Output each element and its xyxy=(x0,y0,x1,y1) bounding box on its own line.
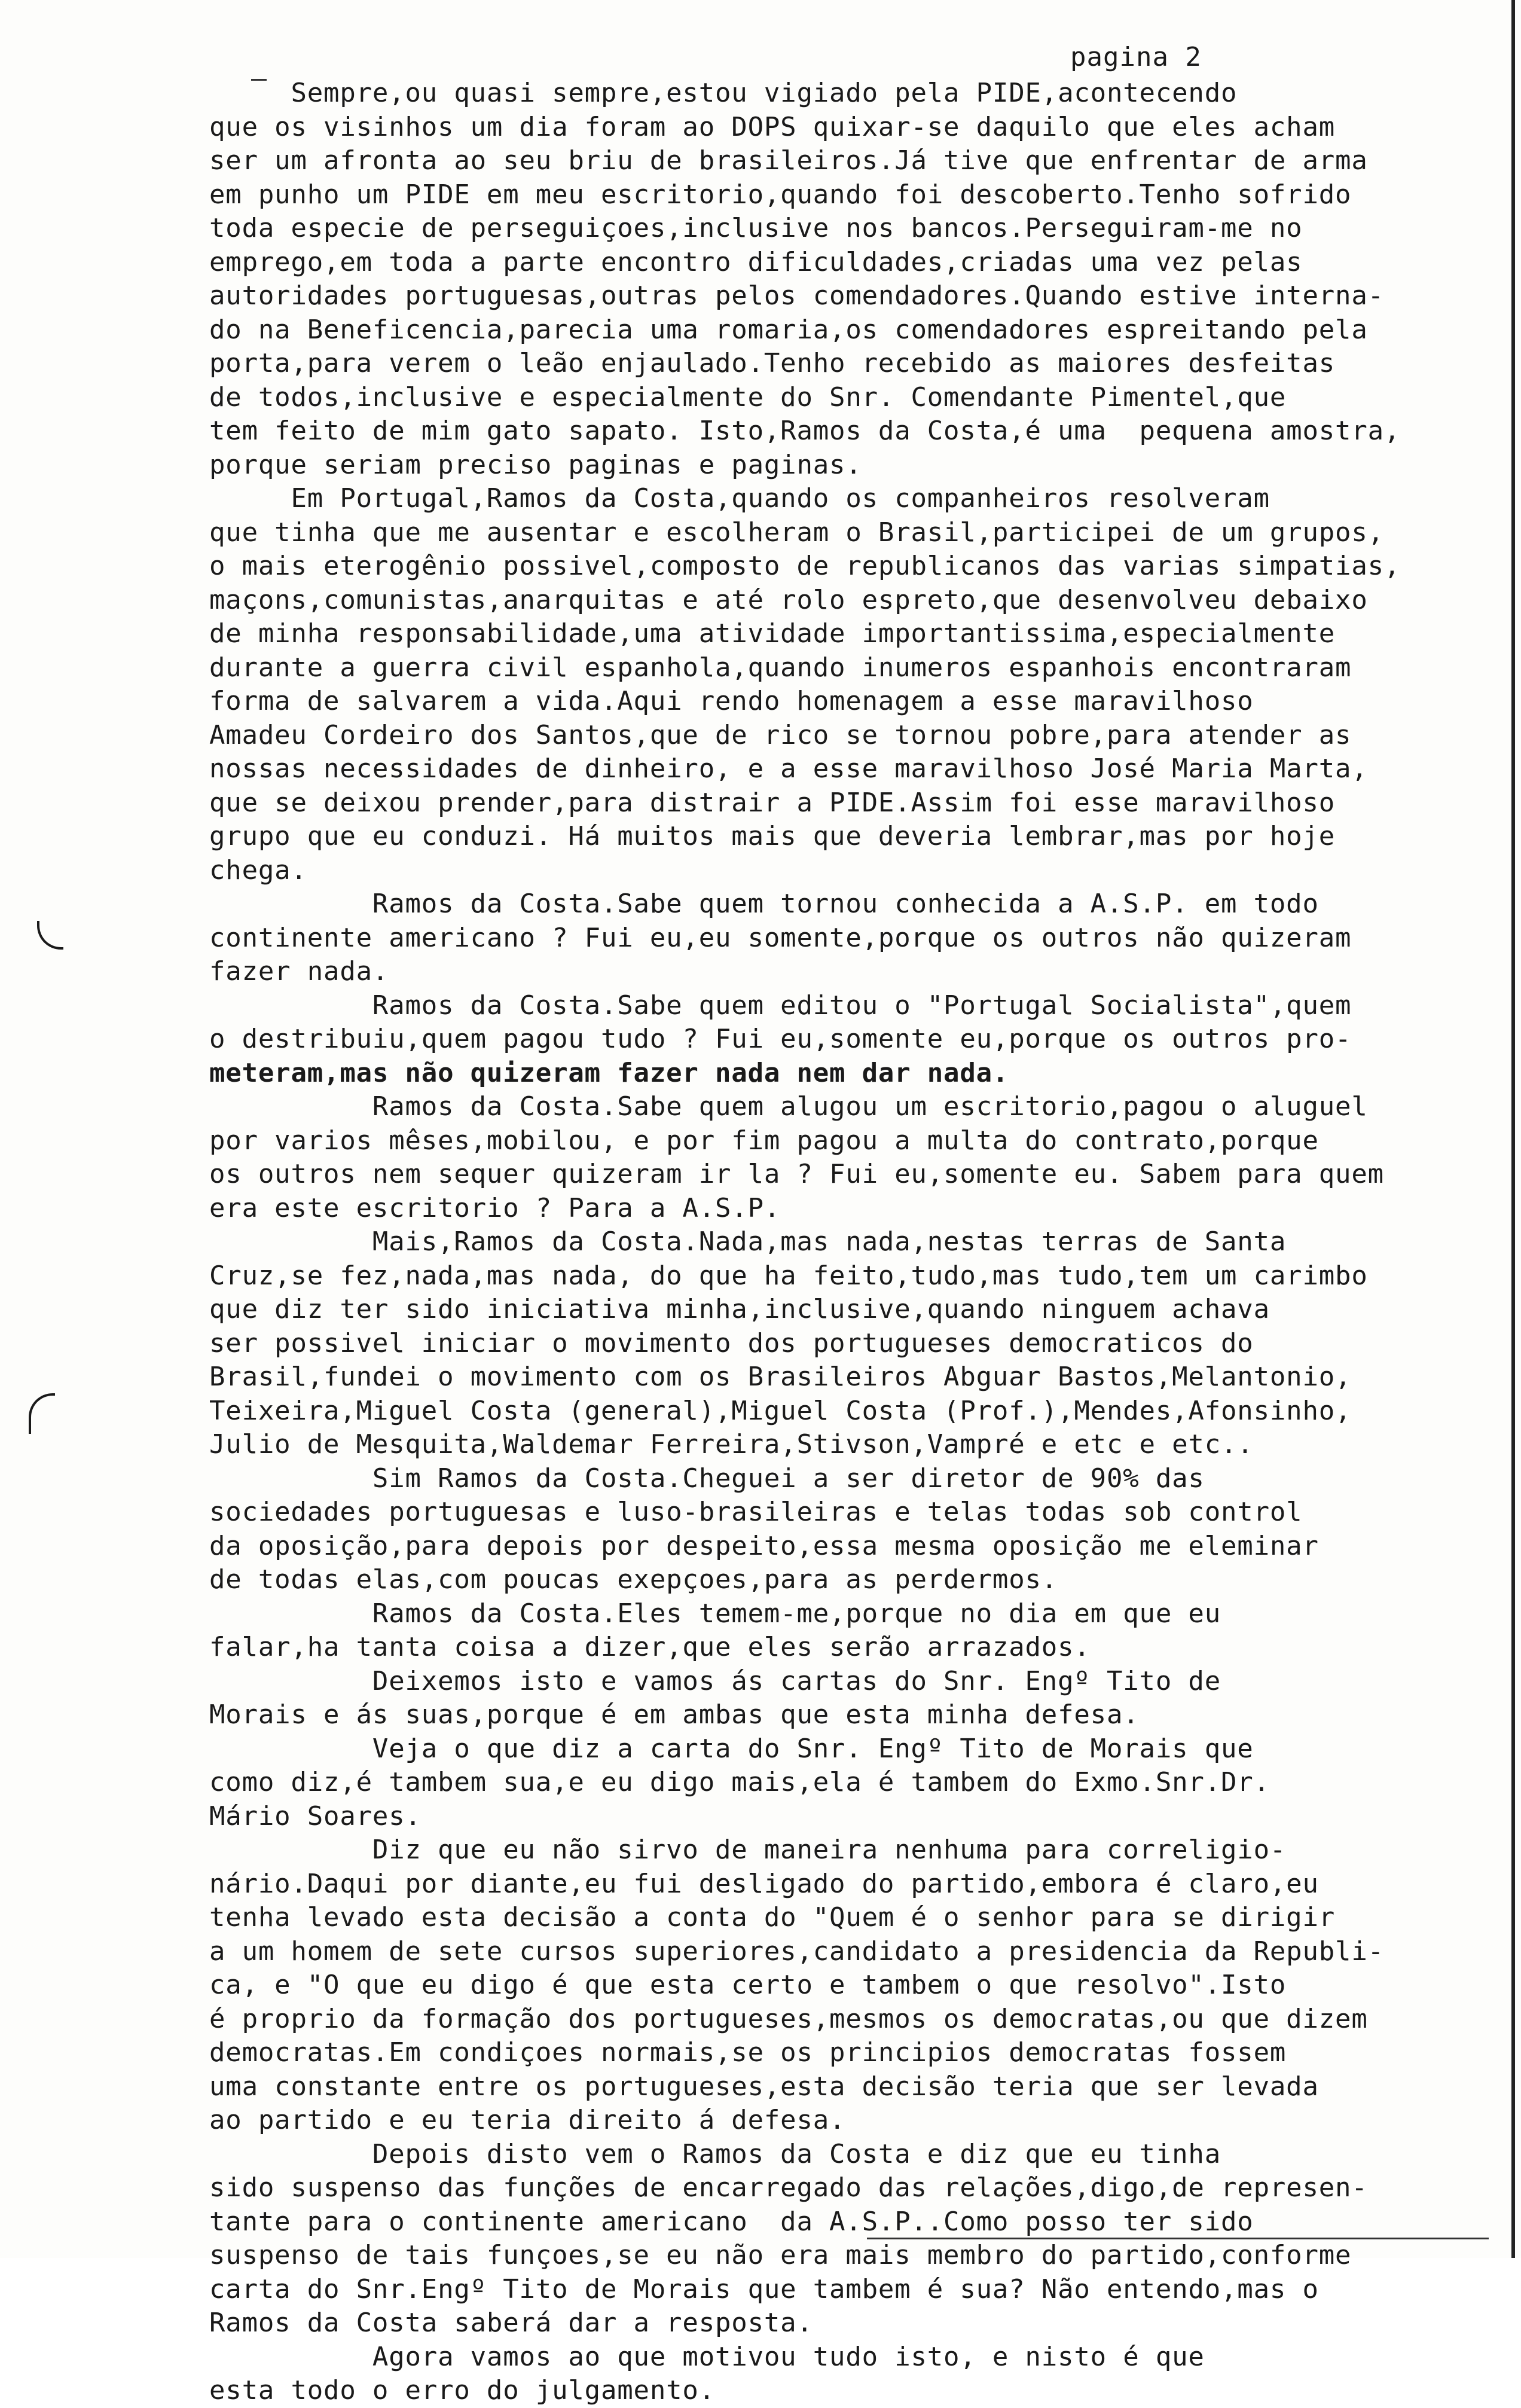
text-line: ca, e "O que eu digo é que esta certo e tambem o que resolvo".Isto xyxy=(209,1970,1287,2000)
text-line: Diz que eu não sirvo de maneira nenhuma para correligio- xyxy=(209,1835,1287,1865)
text-line: Mais,Ramos da Costa.Nada,mas nada,nestas terras de Santa xyxy=(209,1226,1287,1257)
text-line: que os visinhos um dia foram ao DOPS quixar-se daquilo que eles acham xyxy=(209,111,1336,142)
text-line: ao partido e eu teria direito á defesa. xyxy=(209,2105,846,2135)
text-line: nossas necessidades de dinheiro, e a esse maravilhoso José Maria Marta, xyxy=(209,753,1368,784)
text-line: tenha levado esta decisão a conta do "Quem é o senhor para se dirigir xyxy=(209,1902,1336,1933)
text-line: durante a guerra civil espanhola,quando inumeros espanhois encontraram xyxy=(209,652,1352,683)
text-line: Morais e ás suas,porque é em ambas que esta minha defesa. xyxy=(209,1699,1140,1730)
text-line: falar,ha tanta coisa a dizer,que eles serão arrazados. xyxy=(209,1632,1091,1662)
text-line: Ramos da Costa saberá dar a resposta. xyxy=(209,2308,813,2338)
text-line: o destribuiu,quem pagou tudo ? Fui eu,somente eu,porque os outros pro- xyxy=(209,1024,1352,1054)
text-line: esta todo o erro do julgamento. xyxy=(209,2375,715,2406)
typewritten-body xyxy=(209,77,1453,2408)
text-line: Deixemos isto e vamos ás cartas do Snr. Engº Tito de xyxy=(209,1665,1221,1696)
text-line: que se deixou prender,para distrair a PIDE.Assim foi esse maravilhoso xyxy=(209,787,1336,818)
text-line: o mais eterogênio possivel,composto de republicanos das varias simpatias, xyxy=(209,551,1401,581)
text-line: em punho um PIDE em meu escritorio,quando foi descoberto.Tenho sofrido xyxy=(209,179,1352,210)
text-line: forma de salvarem a vida.Aqui rendo homenagem a esse maravilhoso xyxy=(209,686,1254,716)
text-line: ser um afronta ao seu briu de brasileiros.Já tive que enfrentar de arma xyxy=(209,145,1368,176)
text-line: tante para o continente americano da A.S.P..Como posso ter sido xyxy=(209,2206,1254,2237)
text-line: a um homem de sete cursos superiores,candidato a presidencia da Republi- xyxy=(209,1936,1384,1967)
text-line: sociedades portuguesas e luso-brasileiras e telas todas sob control xyxy=(209,1497,1303,1527)
text-line: toda especie de perseguiçoes,inclusive nos bancos.Perseguiram-me no xyxy=(209,213,1303,243)
text-line: tem feito de mim gato sapato. Isto,Ramos da Costa,é uma pequena amostra, xyxy=(209,416,1401,446)
punch-hole-mark-lower xyxy=(29,1393,55,1434)
text-line: que tinha que me ausentar e escolheram o Brasil,participei de um grupos, xyxy=(209,517,1384,548)
text-line: grupo que eu conduzi. Há muitos mais que deveria lembrar,mas por hoje xyxy=(209,821,1336,852)
text-line: Sim Ramos da Costa.Cheguei a ser diretor de 90% das xyxy=(209,1463,1205,1494)
text-line: Veja o que diz a carta do Snr. Engº Tito de Morais que xyxy=(209,1733,1254,1764)
text-line: ser possivel iniciar o movimento dos portugueses democraticos do xyxy=(209,1327,1254,1359)
punch-hole-mark-upper xyxy=(37,921,63,950)
text-line: de minha responsabilidade,uma atividade importantissima,especialmente xyxy=(209,618,1336,649)
text-line: é proprio da formação dos portugueses,mesmos os democratas,ou que dizem xyxy=(209,2003,1368,2034)
text-line: Ramos da Costa.Sabe quem tornou conhecida a A.S.P. em todo xyxy=(209,889,1319,919)
text-line: emprego,em toda a parte encontro dificuldades,criadas uma vez pelas xyxy=(209,246,1303,277)
text-line: Brasil,fundei o movimento com os Brasileiros Abguar Bastos,Melantonio, xyxy=(209,1362,1352,1392)
text-line: fazer nada. xyxy=(209,956,389,987)
text-line: Mário Soares. xyxy=(209,1800,422,1832)
text-line: Amadeu Cordeiro dos Santos,que de rico se tornou pobre,para atender as xyxy=(209,719,1352,750)
text-line: como diz,é tambem sua,e eu digo mais,ela é tambem do Exmo.Snr.Dr. xyxy=(209,1767,1270,1797)
text-line: Ramos da Costa.Sabe quem alugou um escritorio,pagou o aluguel xyxy=(209,1091,1368,1122)
text-line: era este escritorio ? Para a A.S.P. xyxy=(209,1192,781,1223)
text-line: Depois disto vem o Ramos da Costa e diz que eu tinha xyxy=(209,2138,1221,2169)
text-line: uma constante entre os portugueses,esta decisão teria que ser levada xyxy=(209,2071,1319,2102)
page-edge-border xyxy=(1511,0,1515,2258)
text-line: Julio de Mesquita,Waldemar Ferreira,Stivson,Vampré e etc e etc.. xyxy=(209,1429,1254,1460)
text-line: por varios mêses,mobilou, e por fim pagou a multa do contrato,porque xyxy=(209,1125,1319,1156)
text-line: autoridades portuguesas,outras pelos comendadores.Quando estive interna- xyxy=(209,280,1384,311)
text-line: Cruz,se fez,nada,mas nada, do que ha feito,tudo,mas tudo,tem um carimbo xyxy=(209,1260,1368,1291)
text-line: sido suspenso das funções de encarregado das relações,digo,de represen- xyxy=(209,2172,1368,2203)
text-line: Teixeira,Miguel Costa (general),Miguel Costa (Prof.),Mendes,Afonsinho, xyxy=(209,1395,1352,1426)
text-line: Sempre,ou quasi sempre,estou vigiado pela PIDE,acontecendo xyxy=(209,78,1238,108)
page-number: pagina 2 xyxy=(1070,42,1202,72)
text-line: meteram,mas não quizeram fazer nada nem dar nada. xyxy=(209,1057,1009,1088)
text-line: chega. xyxy=(209,854,307,886)
text-line: Em Portugal,Ramos da Costa,quando os companheiros resolveram xyxy=(209,483,1270,514)
text-line: de todas elas,com poucas exepçoes,para as perdermos. xyxy=(209,1564,1058,1595)
text-line: porta,para verem o leão enjaulado.Tenho recebido as maiores desfeitas xyxy=(209,348,1336,379)
text-line: nário.Daqui por diante,eu fui desligado do partido,embora é claro,eu xyxy=(209,1868,1319,1899)
text-line: porque seriam preciso paginas e paginas. xyxy=(209,449,862,480)
text-line: democratas.Em condiçoes normais,se os principios democratas fossem xyxy=(209,2037,1287,2068)
page-bottom-rule xyxy=(867,2238,1489,2239)
text-line: suspenso de tais funçoes,se eu não era mais membro do partido,conforme xyxy=(209,2240,1352,2270)
text-line: Agora vamos ao que motivou tudo isto, e nisto é que xyxy=(209,2341,1205,2372)
text-line: carta do Snr.Engº Tito de Morais que tambem é sua? Não entendo,mas o xyxy=(209,2273,1319,2305)
text-line: da oposição,para depois por despeito,essa mesma oposição me eleminar xyxy=(209,1530,1319,1561)
text-line: Ramos da Costa.Sabe quem editou o "Portugal Socialista",quem xyxy=(209,990,1352,1021)
text-line: continente americano ? Fui eu,eu somente,porque os outros não quizeram xyxy=(209,922,1352,953)
text-line: Ramos da Costa.Eles temem-me,porque no dia em que eu xyxy=(209,1598,1221,1629)
text-line: que diz ter sido iniciativa minha,inclusive,quando ninguem achava xyxy=(209,1294,1270,1324)
text-line: maçons,comunistas,anarquitas e até rolo espreto,que desenvolveu debaixo xyxy=(209,584,1368,615)
text-line: do na Beneficencia,parecia uma romaria,os comendadores espreitando pela xyxy=(209,314,1368,345)
text-line: de todos,inclusive e especialmente do Snr. Comendante Pimentel,que xyxy=(209,382,1287,413)
text-line: os outros nem sequer quizeram ir la ? Fui eu,somente eu. Sabem para quem xyxy=(209,1159,1384,1189)
